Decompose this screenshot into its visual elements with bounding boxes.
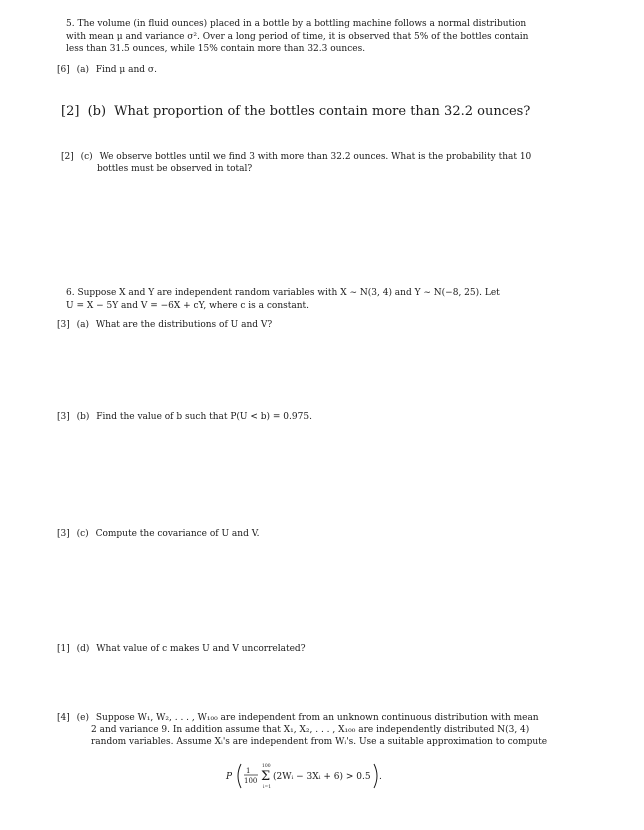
q6-part-d-marks: [1] <box>57 644 70 654</box>
q5-part-a <box>57 64 157 77</box>
q6-part-e-marks: [4] <box>57 713 70 723</box>
formula-right-paren <box>374 764 377 788</box>
q6-part-a-label: (a) <box>76 320 90 330</box>
q6-part-b <box>57 411 312 424</box>
q6-intro-line-2: U = X − 5Y and V = −6X + cY, where c is a constant. <box>66 300 310 311</box>
formula-left-paren <box>238 764 241 788</box>
q5-part-c-continuation: bottles must be observed in total? <box>97 164 253 174</box>
q6-part-c-marks: [3] <box>57 529 70 539</box>
formula-sum-lower: i=1 <box>263 785 272 790</box>
formula-fraction-numerator: 1 <box>246 767 251 775</box>
q5-part-b-label: (b) <box>87 104 107 119</box>
q5-intro <box>66 18 546 56</box>
formula-sum-upper: 100 <box>262 764 271 769</box>
q6-part-d-label: (d) <box>76 644 90 654</box>
formula-p: P <box>226 772 233 782</box>
formula-trailing-period: . <box>379 772 382 782</box>
q5-part-b <box>61 104 530 120</box>
q6-part-e-label: (e) <box>76 713 89 723</box>
q6-intro-line-1: 6. Suppose X and Y are independent random variables with X ∼ N(3, 4) and Y ∼ N(−8, 25). Let <box>66 288 500 298</box>
q6-part-e <box>57 712 539 725</box>
q6-part-c-label: (c) <box>76 529 89 539</box>
q5-intro-line-3: less than 31.5 ounces, while 15% contain more than 32.3 ounces. <box>66 44 366 54</box>
q6-part-c-text: Compute the covariance of U and V. <box>95 529 260 539</box>
q6-part-a-marks: [3] <box>57 320 70 330</box>
q6-part-b-text: Find the value of b such that P(U < b) = 0.975. <box>96 412 312 422</box>
q6-part-e-continuation-2: random variables. Assume Xᵢ's are independent from Wᵢ's. Use a suitable approximation to compute <box>91 737 548 747</box>
q5-part-c-text: We observe bottles until we find 3 with more than 32.2 ounces. What is the probability that 10 <box>99 152 532 162</box>
formula-fraction-denominator: 100 <box>244 777 258 785</box>
q5-intro-line-2: with mean μ and variance σ². Over a long period of time, it is observed that 5% of the bottles contain <box>66 31 529 42</box>
q6-part-e-text: Suppose W₁, W₂, . . . , W₁₀₀ are independent from an unknown continuous distribution with mean <box>95 713 539 723</box>
q5-part-b-text: What proportion of the bottles contain more than 32.2 ounces? <box>114 104 531 119</box>
q6-part-a <box>57 319 272 332</box>
q6-part-e-continuation-1: 2 and variance 9. In addition assume that X₁, X₂, . . . , X₁₀₀ are independently distributed N(3, 4) <box>91 725 530 735</box>
q6-part-b-marks: [3] <box>57 412 70 422</box>
q5-part-c-label: (c) <box>80 152 93 162</box>
q5-intro-line-1: 5. The volume (in fluid ounces) placed in a bottle by a bottling machine follows a normal distribution <box>66 19 527 29</box>
q6-part-b-label: (b) <box>76 412 90 422</box>
q6-part-d <box>57 643 306 656</box>
q5-part-c-marks: [2] <box>61 152 74 162</box>
q5-part-a-marks: [6] <box>57 65 70 75</box>
q5-part-a-label: (a) <box>76 65 90 75</box>
q6-intro <box>66 287 546 312</box>
formula-expression: (2Wᵢ − 3Xᵢ + 6) > 0.5 <box>273 772 371 782</box>
q6-part-d-text: What value of c makes U and V uncorrelated? <box>96 644 306 654</box>
q5-part-c <box>61 151 531 164</box>
formula-svg <box>224 760 424 792</box>
q5-part-a-text: Find μ and σ. <box>95 65 157 75</box>
formula-sum-sign: Σ <box>261 769 271 784</box>
q6-part-c <box>57 528 260 541</box>
q5-part-b-marks: [2] <box>61 104 80 119</box>
probability-formula <box>224 760 424 792</box>
q6-part-a-text: What are the distributions of U and V? <box>95 320 273 330</box>
